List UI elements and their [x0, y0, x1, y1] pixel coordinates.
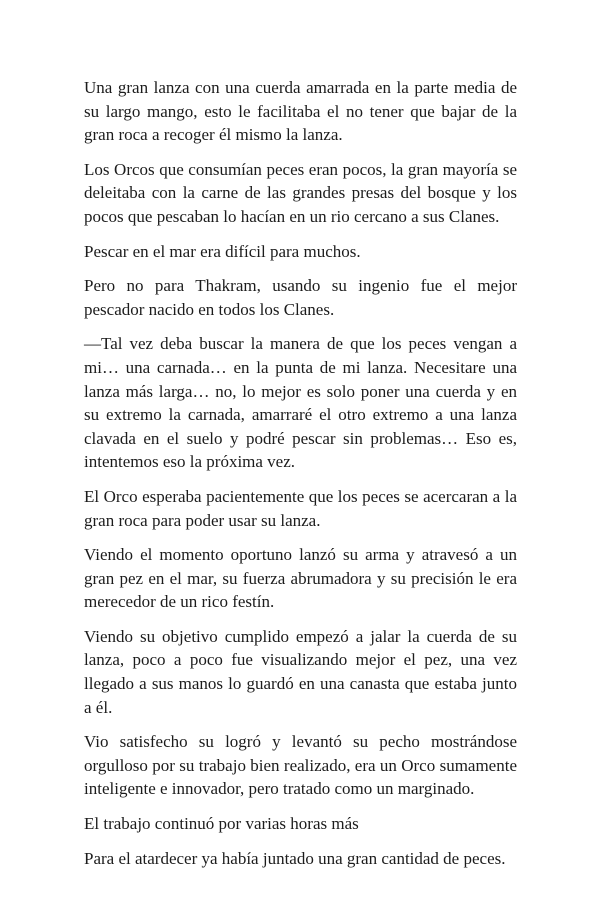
paragraph-lanzo-arma: Viendo el momento oportuno lanzó su arma y atravesó a un gran pez en el mar, su fuerza abrumadora y su precisión le era merecedor de un rico festín.: [84, 545, 517, 612]
paragraph-thakram: Pero no para Thakram, usando su ingenio fue el mejor pescador nacido en todos los Clanes.: [84, 276, 517, 319]
paragraph-dialogue: —Tal vez deba buscar la manera de que los peces vengan a mi… una carnada… en la punta de mi lanza. Necesitare una lanza más larga… no, lo mejor es solo poner una cuerda y en su extremo la carnada, amarraré el otro extremo a una lanza clavada en el suelo y podré pescar sin problemas… Eso es, intentemos eso la próxima vez.: [84, 334, 517, 472]
paragraph-objetivo-cumplido: Viendo su objetivo cumplido empezó a jalar la cuerda de su lanza, poco a poco fue visualizando mejor el pez, una vez llegado a sus manos lo guardó en una canasta que estaba junto a él.: [84, 626, 517, 717]
paragraph-lanza: Una gran lanza con una cuerda amarrada en la parte media de su largo mango, esto le facilitaba el no tener que bajar de la gran roca a recoger él mismo la lanza.: [84, 78, 517, 145]
paragraph-pescar-mar: Pescar en el mar era difícil para muchos.: [84, 241, 361, 261]
paragraph-satisfecho: Vio satisfecho su logró y levantó su pecho mostrándose orgulloso por su trabajo bien realizado, era un Orco sumamente inteligente e innovador, pero tratado como un marginado.: [84, 732, 517, 799]
book-page: [84, 76, 517, 870]
paragraph-orco-esperaba: El Orco esperaba pacientemente que los peces se acercaran a la gran roca para poder usar su lanza.: [84, 486, 517, 530]
paragraph-trabajo-continuo: El trabajo continuó por varias horas más: [84, 814, 359, 834]
paragraph-orcos-peces: Los Orcos que consumían peces eran pocos, la gran mayoría se deleitaba con la carne de las grandes presas del bosque y los pocos que pescaban lo hacían en un rio cercano a sus Clanes.: [84, 159, 517, 226]
paragraph-atardecer: Para el atardecer ya había juntado una gran cantidad de peces.: [84, 848, 506, 868]
